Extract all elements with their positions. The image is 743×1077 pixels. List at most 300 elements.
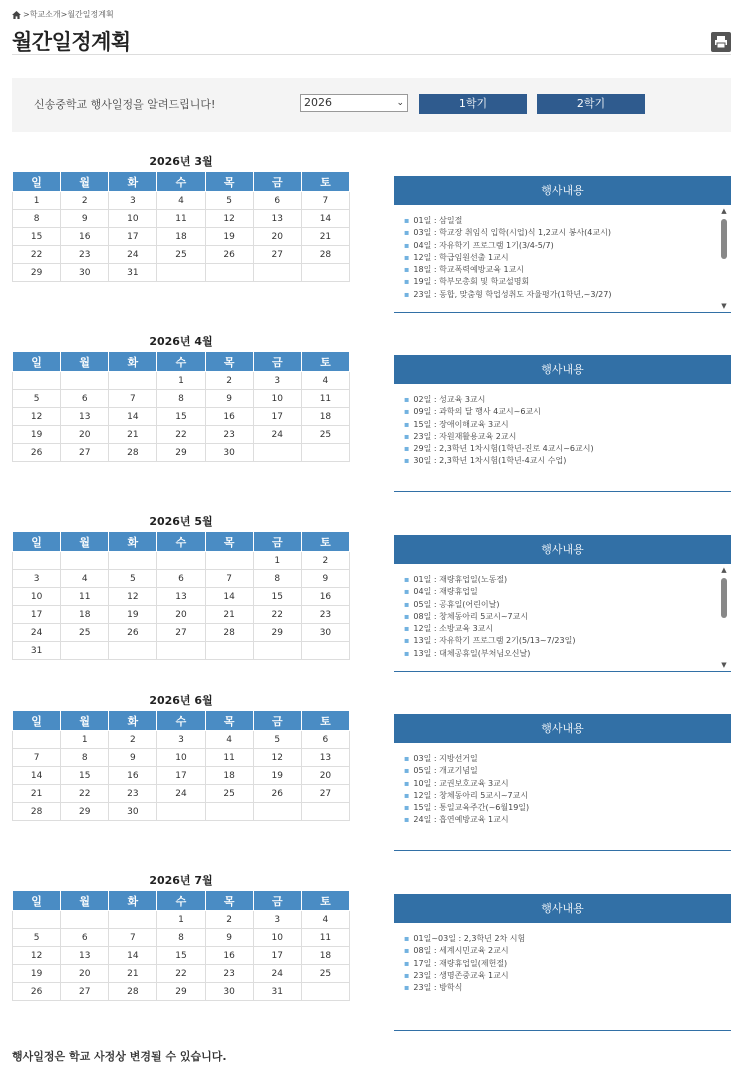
- calendar-day: 2: [301, 552, 349, 570]
- calendar-day: 24: [157, 785, 205, 803]
- events-list-container: [394, 205, 731, 313]
- calendar-day: [109, 642, 157, 660]
- calendar-day: 24: [13, 624, 61, 642]
- month-calendar: [12, 513, 350, 660]
- calendar-week-row: [13, 624, 350, 642]
- calendar-day: 7: [13, 749, 61, 767]
- event-text: 18일 : 학교폭력예방교육 1교시: [413, 265, 525, 275]
- event-text: 02일 : 성교육 3교시: [413, 395, 486, 404]
- calendar-day: 4: [61, 570, 109, 588]
- intro-text: 신송중학교 행사일정을 알려드립니다!: [34, 98, 216, 111]
- calendar-day: [157, 642, 205, 660]
- bullet-icon: ▪: [404, 803, 410, 813]
- calendar-day: [253, 803, 301, 821]
- bullet-icon: ▪: [404, 407, 410, 417]
- breadcrumb-path[interactable]: >학교소개>월간일정계획: [23, 10, 114, 19]
- calendar-day: 28: [205, 624, 253, 642]
- calendar-day: 12: [109, 588, 157, 606]
- calendar-week-row: [13, 749, 350, 767]
- calendar-day: 19: [13, 965, 61, 983]
- event-text: 15일 : 장애이해교육 3교시: [413, 419, 509, 429]
- calendar-day: 27: [301, 785, 349, 803]
- calendar-table: [12, 351, 350, 462]
- calendar-day: 24: [253, 965, 301, 983]
- calendar-day: 10: [109, 210, 157, 228]
- month-calendar: [12, 153, 350, 282]
- calendar-day: 31: [109, 264, 157, 282]
- scroll-up-icon[interactable]: ▲: [721, 207, 727, 215]
- weekday-header: 일: [13, 891, 61, 911]
- calendar-day: [205, 264, 253, 282]
- calendar-table: [12, 171, 350, 282]
- event-text: 15일 : 통일교육주간(~6월19일): [413, 803, 530, 813]
- calendar-day: 15: [61, 767, 109, 785]
- weekday-header: 수: [157, 711, 205, 731]
- title-divider: [12, 54, 731, 55]
- calendar-day: 8: [13, 210, 61, 228]
- event-item: [404, 765, 713, 777]
- event-item: [404, 778, 713, 790]
- weekday-header-row: [13, 711, 350, 731]
- calendar-day: 15: [13, 228, 61, 246]
- bullet-icon: ▪: [404, 216, 410, 225]
- weekday-header: 금: [253, 532, 301, 552]
- weekday-header-row: [13, 172, 350, 192]
- scroll-thumb[interactable]: [721, 219, 727, 259]
- weekday-header: 토: [301, 891, 349, 911]
- bullet-icon: ▪: [404, 587, 410, 597]
- event-text: 24일 : 흡연예방교육 1교시: [413, 815, 509, 825]
- print-icon: [714, 35, 728, 49]
- bullet-icon: ▪: [404, 395, 410, 404]
- event-text: 09일 : 과학의 달 행사 4교시~6교시: [413, 407, 541, 417]
- semester2-button[interactable]: 2학기: [537, 94, 645, 114]
- calendar-day: 8: [61, 749, 109, 767]
- bullet-icon: ▪: [404, 946, 410, 956]
- calendar-week-row: [13, 372, 350, 390]
- event-text: 23일 : 동합, 맞춤형 학업성취도 자율평가(1학년,~3/27): [413, 289, 612, 299]
- calendar-day: 26: [13, 983, 61, 1001]
- calendar-week-row: [13, 767, 350, 785]
- calendar-day: 14: [301, 210, 349, 228]
- event-text: 23일 : 자원재활용교육 2교시: [413, 431, 517, 441]
- calendar-day: 23: [205, 426, 253, 444]
- calendar-day: [301, 264, 349, 282]
- events-list: [404, 394, 713, 468]
- weekday-header: 일: [13, 172, 61, 192]
- event-text: 01일 : 재량휴업일(노동절): [413, 575, 508, 584]
- calendar-day: [301, 803, 349, 821]
- event-text: 13일 : 대체공휴일(부처님오신날): [413, 648, 531, 658]
- calendar-week-row: [13, 570, 350, 588]
- calendar-day: [13, 911, 61, 929]
- weekday-header-row: [13, 532, 350, 552]
- weekday-header: 금: [253, 352, 301, 372]
- home-icon[interactable]: [12, 11, 21, 19]
- calendar-day: 20: [253, 228, 301, 246]
- calendar-day: 11: [301, 929, 349, 947]
- bullet-icon: ▪: [404, 815, 410, 825]
- events-list: [404, 933, 713, 994]
- calendar-day: [61, 642, 109, 660]
- calendar-day: 24: [109, 246, 157, 264]
- calendar-day: 20: [301, 767, 349, 785]
- calendar-day: 6: [157, 570, 205, 588]
- calendar-day: 29: [157, 444, 205, 462]
- events-scrollbar[interactable]: [720, 566, 728, 669]
- bullet-icon: ▪: [404, 648, 410, 658]
- calendar-day: [61, 372, 109, 390]
- calendar-day: 17: [253, 408, 301, 426]
- weekday-header: 일: [13, 532, 61, 552]
- calendar-day: 15: [157, 947, 205, 965]
- event-item: [404, 958, 713, 970]
- weekday-header: 금: [253, 891, 301, 911]
- footer-note: 행사일정은 학교 사정상 변경될 수 있습니다.: [12, 1050, 227, 1063]
- calendar-day: 9: [205, 929, 253, 947]
- calendar-day: [253, 642, 301, 660]
- bullet-icon: ▪: [404, 228, 410, 238]
- print-button[interactable]: [711, 32, 731, 52]
- event-text: 23일 : 방학식: [413, 983, 463, 993]
- calendar-day: 10: [253, 390, 301, 408]
- event-text: 05일 : 공휴일(어린이날): [413, 599, 500, 609]
- calendar-week-row: [13, 264, 350, 282]
- calendar-day: 23: [109, 785, 157, 803]
- event-text: 08일 : 창체동아리 5교시~7교시: [413, 611, 529, 621]
- events-panel: [394, 535, 731, 672]
- calendar-day: [205, 803, 253, 821]
- events-header: 행사내용: [394, 894, 731, 923]
- calendar-day: [205, 552, 253, 570]
- events-panel: [394, 176, 731, 313]
- weekday-header: 월: [61, 352, 109, 372]
- event-item: [404, 753, 713, 765]
- semester1-button[interactable]: 1학기: [419, 94, 527, 114]
- calendar-day: 30: [205, 444, 253, 462]
- weekday-header: 일: [13, 711, 61, 731]
- calendar-day: 8: [157, 390, 205, 408]
- weekday-header: 월: [61, 891, 109, 911]
- calendar-day: 5: [13, 929, 61, 947]
- calendar-week-row: [13, 965, 350, 983]
- calendar-day: 16: [205, 947, 253, 965]
- calendar-day: 9: [109, 749, 157, 767]
- event-text: 13일 : 자유학기 프로그램 2기(5/13~7/23일): [413, 636, 576, 646]
- calendar-day: 23: [301, 606, 349, 624]
- calendar-day: 15: [253, 588, 301, 606]
- calendar-day: 9: [61, 210, 109, 228]
- calendar-week-row: [13, 192, 350, 210]
- calendar-day: 3: [253, 372, 301, 390]
- calendar-week-row: [13, 390, 350, 408]
- calendar-day: 16: [205, 408, 253, 426]
- calendar-day: [157, 552, 205, 570]
- bullet-icon: ▪: [404, 277, 410, 287]
- bullet-icon: ▪: [404, 444, 410, 454]
- bullet-icon: ▪: [404, 240, 410, 250]
- bullet-icon: ▪: [404, 419, 410, 429]
- calendar-day: [205, 642, 253, 660]
- calendar-day: [301, 642, 349, 660]
- month-title: 2026년 4월: [149, 335, 213, 348]
- calendar-day: 31: [13, 642, 61, 660]
- calendar-day: 23: [205, 965, 253, 983]
- calendar-day: 22: [157, 965, 205, 983]
- weekday-header: 월: [61, 532, 109, 552]
- weekday-header: 목: [205, 711, 253, 731]
- calendar-day: 17: [253, 947, 301, 965]
- events-list: [404, 574, 713, 660]
- weekday-header: 화: [109, 532, 157, 552]
- calendar-day: 27: [157, 624, 205, 642]
- weekday-header: 금: [253, 711, 301, 731]
- calendar-day: [157, 264, 205, 282]
- calendar-day: 4: [301, 372, 349, 390]
- weekday-header: 토: [301, 172, 349, 192]
- event-text: 29일 : 2,3학년 1차시험(1학년-진로 4교시~6교시): [413, 444, 594, 454]
- event-item: [404, 394, 713, 406]
- calendar-day: 2: [61, 192, 109, 210]
- calendar-day: 14: [109, 947, 157, 965]
- calendar-day: 27: [253, 246, 301, 264]
- events-list-container: [394, 384, 731, 492]
- calendar-week-row: [13, 929, 350, 947]
- weekday-header: 토: [301, 711, 349, 731]
- calendar-day: [109, 552, 157, 570]
- calendar-day: 18: [61, 606, 109, 624]
- weekday-header: 화: [109, 711, 157, 731]
- month-title: 2026년 5월: [149, 515, 213, 528]
- weekday-header: 금: [253, 172, 301, 192]
- event-item: [404, 635, 713, 647]
- events-list-container: [394, 743, 731, 851]
- bullet-icon: ▪: [404, 252, 410, 262]
- event-text: 12일 : 소방교육 3교시: [413, 624, 494, 634]
- calendar-day: 10: [253, 929, 301, 947]
- calendar-week-row: [13, 228, 350, 246]
- calendar-day: 8: [157, 929, 205, 947]
- calendar-day: 29: [13, 264, 61, 282]
- calendar-day: [109, 372, 157, 390]
- calendar-day: 28: [301, 246, 349, 264]
- calendar-day: 29: [253, 624, 301, 642]
- calendar-day: [13, 731, 61, 749]
- scroll-up-icon[interactable]: ▲: [721, 566, 727, 574]
- calendar-day: 11: [301, 390, 349, 408]
- weekday-header: 월: [61, 172, 109, 192]
- calendar-day: 20: [61, 965, 109, 983]
- bullet-icon: ▪: [404, 431, 410, 441]
- event-item: [404, 431, 713, 443]
- calendar-day: 16: [109, 767, 157, 785]
- chevron-down-icon: ⌄: [396, 98, 404, 108]
- month-title: 2026년 6월: [149, 694, 213, 707]
- calendar-day: 28: [109, 444, 157, 462]
- calendar-day: 3: [109, 192, 157, 210]
- events-panel: [394, 355, 731, 492]
- calendar-day: 6: [61, 929, 109, 947]
- bullet-icon: ▪: [404, 636, 410, 646]
- calendar-day: 10: [157, 749, 205, 767]
- events-header: 행사내용: [394, 355, 731, 384]
- calendar-week-row: [13, 552, 350, 570]
- scroll-down-icon[interactable]: ▼: [721, 302, 727, 310]
- event-item: [404, 982, 713, 994]
- event-item: [404, 574, 713, 586]
- year-select-value: 2026: [304, 96, 332, 109]
- event-item: [404, 215, 713, 227]
- calendar-day: 11: [157, 210, 205, 228]
- bullet-icon: ▪: [404, 983, 410, 993]
- event-text: 19일 : 학부모총회 및 학교설명회: [413, 277, 530, 287]
- calendar-day: 4: [205, 731, 253, 749]
- event-text: 03일 : 학교장 취임식 입학(시업)식 1,2교시 봉사(4교시): [413, 228, 611, 238]
- event-text: 05일 : 개교기념일: [413, 766, 478, 776]
- scroll-thumb[interactable]: [721, 578, 727, 618]
- calendar-day: 29: [61, 803, 109, 821]
- calendar-day: [301, 444, 349, 462]
- weekday-header: 화: [109, 172, 157, 192]
- calendar-day: 7: [301, 192, 349, 210]
- calendar-day: 5: [253, 731, 301, 749]
- calendar-day: 19: [253, 767, 301, 785]
- calendar-day: 29: [157, 983, 205, 1001]
- event-text: 30일 : 2,3학년 1차시험(1학년-4교시 수업): [413, 456, 567, 466]
- weekday-header: 토: [301, 352, 349, 372]
- event-text: 23일 : 생명존중교육 1교시: [413, 970, 509, 980]
- calendar-day: 30: [109, 803, 157, 821]
- calendar-day: 20: [61, 426, 109, 444]
- calendar-table: [12, 710, 350, 821]
- calendar-day: 7: [205, 570, 253, 588]
- event-item: [404, 406, 713, 418]
- calendar-day: 27: [61, 444, 109, 462]
- calendar-week-row: [13, 731, 350, 749]
- bullet-icon: ▪: [404, 289, 410, 299]
- calendar-day: 30: [61, 264, 109, 282]
- calendar-day: 25: [301, 965, 349, 983]
- calendar-day: 5: [13, 390, 61, 408]
- calendar-day: 1: [253, 552, 301, 570]
- calendar-day: 5: [205, 192, 253, 210]
- calendar-day: 6: [61, 390, 109, 408]
- event-text: 01일~03일 : 2,3학년 2차 시험: [413, 934, 526, 943]
- calendar-day: 3: [253, 911, 301, 929]
- events-list: [404, 215, 713, 301]
- calendar-day: 21: [13, 785, 61, 803]
- event-text: 04일 : 재량휴업일: [413, 587, 478, 597]
- bullet-icon: ▪: [404, 265, 410, 275]
- calendar-day: 2: [109, 731, 157, 749]
- calendar-day: 23: [61, 246, 109, 264]
- event-item: [404, 276, 713, 288]
- month-title: 2026년 3월: [149, 155, 213, 168]
- calendar-day: [253, 264, 301, 282]
- calendar-day: 3: [157, 731, 205, 749]
- calendar-day: 22: [253, 606, 301, 624]
- bullet-icon: ▪: [404, 790, 410, 800]
- events-panel: [394, 894, 731, 1031]
- calendar-day: 21: [109, 965, 157, 983]
- calendar-day: 1: [157, 911, 205, 929]
- month-calendar: [12, 872, 350, 1001]
- calendar-day: 28: [109, 983, 157, 1001]
- events-scrollbar[interactable]: [720, 207, 728, 310]
- calendar-day: 12: [13, 947, 61, 965]
- intro-box: [12, 78, 731, 132]
- weekday-header: 수: [157, 172, 205, 192]
- month-calendar: [12, 692, 350, 821]
- calendar-day: 9: [301, 570, 349, 588]
- calendar-day: 18: [205, 767, 253, 785]
- event-item: [404, 970, 713, 982]
- weekday-header: 수: [157, 891, 205, 911]
- calendar-day: 11: [61, 588, 109, 606]
- events-panel: [394, 714, 731, 851]
- calendar-day: 22: [61, 785, 109, 803]
- calendar-day: 11: [205, 749, 253, 767]
- calendar-day: 13: [301, 749, 349, 767]
- calendar-day: 13: [61, 947, 109, 965]
- calendar-day: [157, 803, 205, 821]
- weekday-header: 수: [157, 352, 205, 372]
- calendar-day: 21: [301, 228, 349, 246]
- calendar-day: 18: [301, 408, 349, 426]
- calendar-week-row: [13, 911, 350, 929]
- weekday-header: 화: [109, 891, 157, 911]
- event-item: [404, 611, 713, 623]
- calendar-day: 19: [205, 228, 253, 246]
- calendar-day: 7: [109, 929, 157, 947]
- breadcrumb: [12, 9, 114, 20]
- bullet-icon: ▪: [404, 766, 410, 776]
- event-item: [404, 289, 713, 301]
- events-list-container: [394, 923, 731, 1031]
- calendar-table: [12, 531, 350, 660]
- calendar-day: 12: [253, 749, 301, 767]
- calendar-day: 15: [157, 408, 205, 426]
- calendar-day: [109, 911, 157, 929]
- calendar-day: 14: [13, 767, 61, 785]
- bullet-icon: ▪: [404, 624, 410, 634]
- calendar-day: [253, 444, 301, 462]
- calendar-day: 17: [13, 606, 61, 624]
- calendar-week-row: [13, 642, 350, 660]
- calendar-day: 1: [61, 731, 109, 749]
- month-calendar: [12, 333, 350, 462]
- year-select[interactable]: [300, 94, 408, 112]
- events-header: 행사내용: [394, 176, 731, 205]
- event-item: [404, 240, 713, 252]
- calendar-day: 7: [109, 390, 157, 408]
- calendar-day: 4: [301, 911, 349, 929]
- bullet-icon: ▪: [404, 778, 410, 788]
- event-item: [404, 790, 713, 802]
- weekday-header: 목: [205, 532, 253, 552]
- calendar-day: 30: [205, 983, 253, 1001]
- event-item: [404, 814, 713, 826]
- calendar-day: 16: [301, 588, 349, 606]
- event-item: [404, 648, 713, 660]
- calendar-day: 17: [109, 228, 157, 246]
- scroll-down-icon[interactable]: ▼: [721, 661, 727, 669]
- calendar-day: 6: [301, 731, 349, 749]
- weekday-header: 목: [205, 172, 253, 192]
- calendar-day: 31: [253, 983, 301, 1001]
- calendar-day: 13: [253, 210, 301, 228]
- event-text: 04일 : 자유학기 프로그램 1기(3/4-5/7): [413, 240, 554, 250]
